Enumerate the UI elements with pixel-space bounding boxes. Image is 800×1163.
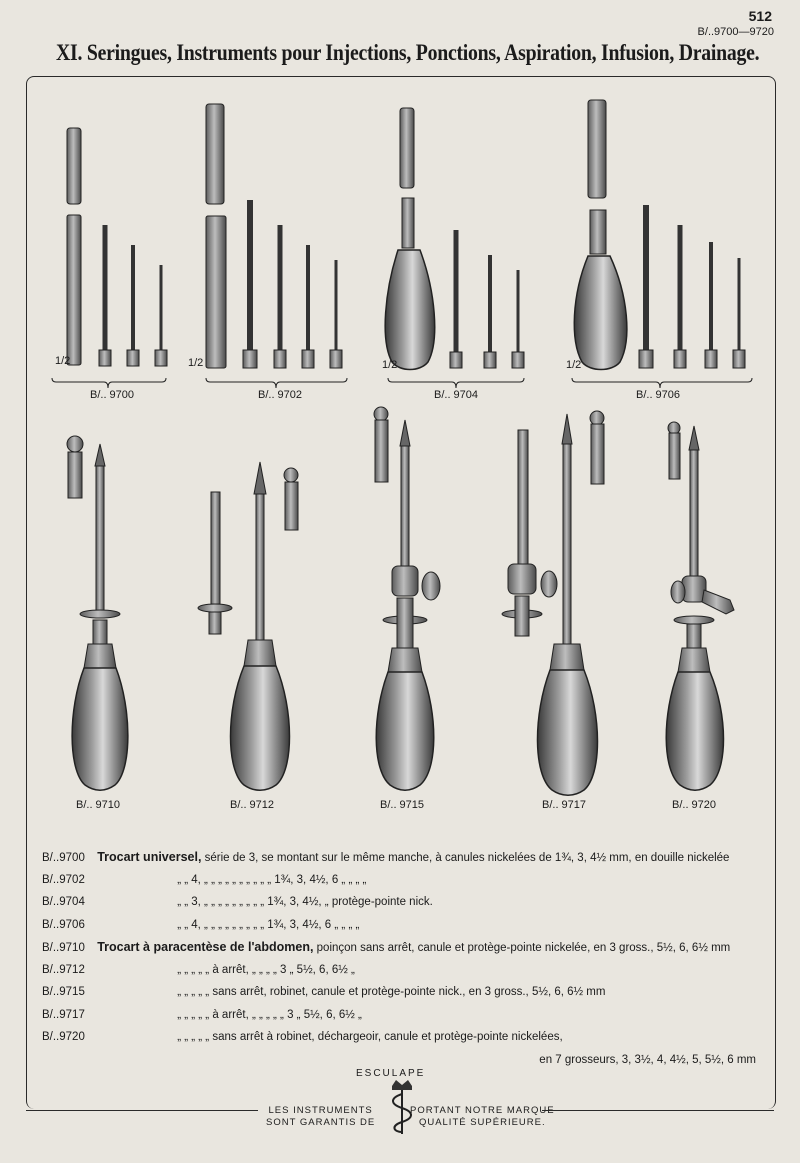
reference-number: B/..9700: [42, 852, 85, 864]
scale-mark: 1/2: [188, 357, 204, 369]
reference-range: B/..9700—9720: [697, 26, 774, 38]
description-row: [42, 959, 762, 982]
figure-label-9715: B/.. 9715: [380, 799, 425, 811]
instrument-set-9700: [67, 128, 167, 366]
footer: [26, 1050, 774, 1130]
figure-label-9712: B/.. 9712: [230, 799, 275, 811]
figure-label-9700: B/.. 9700: [90, 389, 135, 401]
reference-number: B/..9702: [42, 873, 85, 886]
reference-number: B/..9720: [42, 1031, 85, 1043]
figure-label-9717: B/.. 9717: [542, 799, 587, 811]
figure-label-9710: B/.. 9710: [76, 799, 121, 811]
instrument-9712: [198, 462, 298, 790]
instrument-9720: [666, 422, 734, 790]
product-details: „ „ „ „ „ sans arrêt à robinet, déchargeoir, canule et protège-pointe nickelées,: [177, 1031, 563, 1043]
instrument-9717: [502, 411, 604, 795]
figure-label-9720: B/.. 9720: [672, 799, 717, 811]
guarantee-text-right: PORTANT NOTRE MARQUE QUALITÉ SUPÉRIEURE.: [410, 1105, 555, 1128]
product-details: série de 3, se montant sur le même manche, à canules nickelées de 1¾, 3, 4½ mm, en douille nickelée: [204, 852, 730, 864]
instrument-set-9706: [574, 100, 745, 370]
description-continuation: en 7 grosseurs, 3, 3½, 4, 4½, 5, 5½, 6 mm: [539, 1053, 756, 1066]
description-row: [42, 1004, 762, 1027]
guarantee-text-left: LES INSTRUMENTS SONT GARANTIS DE: [266, 1105, 376, 1128]
product-details: „ „ „ „ „ à arrêt, „ „ „ „ „ 3 „ 5½, 6, 6½ „: [177, 1008, 362, 1021]
reference-number: B/..9706: [42, 918, 85, 931]
product-name: Trocart universel,: [97, 850, 202, 864]
page-number: 512: [748, 8, 772, 24]
footer-rule-left: [26, 1110, 258, 1111]
description-row: [42, 1026, 762, 1049]
description-row: [42, 981, 762, 1004]
instrument-9710: [67, 436, 128, 790]
footer-rule-right: [542, 1110, 774, 1111]
scale-mark: 1/2: [566, 359, 582, 371]
reference-number: B/..9710: [42, 942, 85, 954]
instrument-set-9702: [206, 104, 342, 368]
product-details: „ „ „ „ „ à arrêt, „ „ „ „ 3 „ 5½, 6, 6½ „: [177, 963, 355, 976]
figure-label-9702: B/.. 9702: [258, 389, 303, 401]
reference-number: B/..9704: [42, 896, 85, 908]
description-row: [42, 846, 762, 869]
product-details: poinçon sans arrêt, canule et protège-pointe nickelée, en 3 gross., 5½, 6, 6½ mm: [316, 942, 731, 954]
reference-number: B/..9712: [42, 963, 85, 976]
figure-label-9706: B/.. 9706: [636, 389, 681, 401]
scale-mark: 1/2: [55, 355, 71, 367]
description-row: [42, 869, 762, 892]
product-details: „ „ 4, „ „ „ „ „ „ „ „ „ 1¾, 3, 4½, 6 „ „ „ „: [177, 918, 360, 931]
reference-number: B/..9717: [42, 1008, 85, 1021]
product-details: „ „ 3, „ „ „ „ „ „ „ „ „ 1¾, 3, 4½, „ protège-pointe nick.: [177, 896, 433, 908]
product-details: „ „ „ „ „ sans arrêt, robinet, canule et protège-pointe nick., en 3 gross., 5½, 6, 6½ mm: [177, 986, 606, 998]
description-table: [42, 846, 762, 1071]
description-row: [42, 891, 762, 914]
description-row: [42, 936, 762, 959]
scale-mark: 1/2: [382, 359, 398, 371]
description-row: [42, 914, 762, 937]
instrument-9715: [374, 407, 440, 790]
figure-label-9704: B/.. 9704: [434, 389, 479, 401]
product-name: Trocart à paracentèse de l'abdomen,: [97, 940, 314, 954]
brand-name: ESCULAPE: [356, 1068, 426, 1079]
product-details: „ „ 4, „ „ „ „ „ „ „ „ „ „ 1¾, 3, 4½, 6 „ „ „ „: [177, 873, 367, 886]
section-heading: XI. Seringues, Instruments pour Injections, Ponctions, Aspiration, Infusion, Drainage.: [56, 40, 760, 65]
instrument-set-9704: [385, 108, 524, 370]
reference-number: B/..9715: [42, 986, 85, 998]
